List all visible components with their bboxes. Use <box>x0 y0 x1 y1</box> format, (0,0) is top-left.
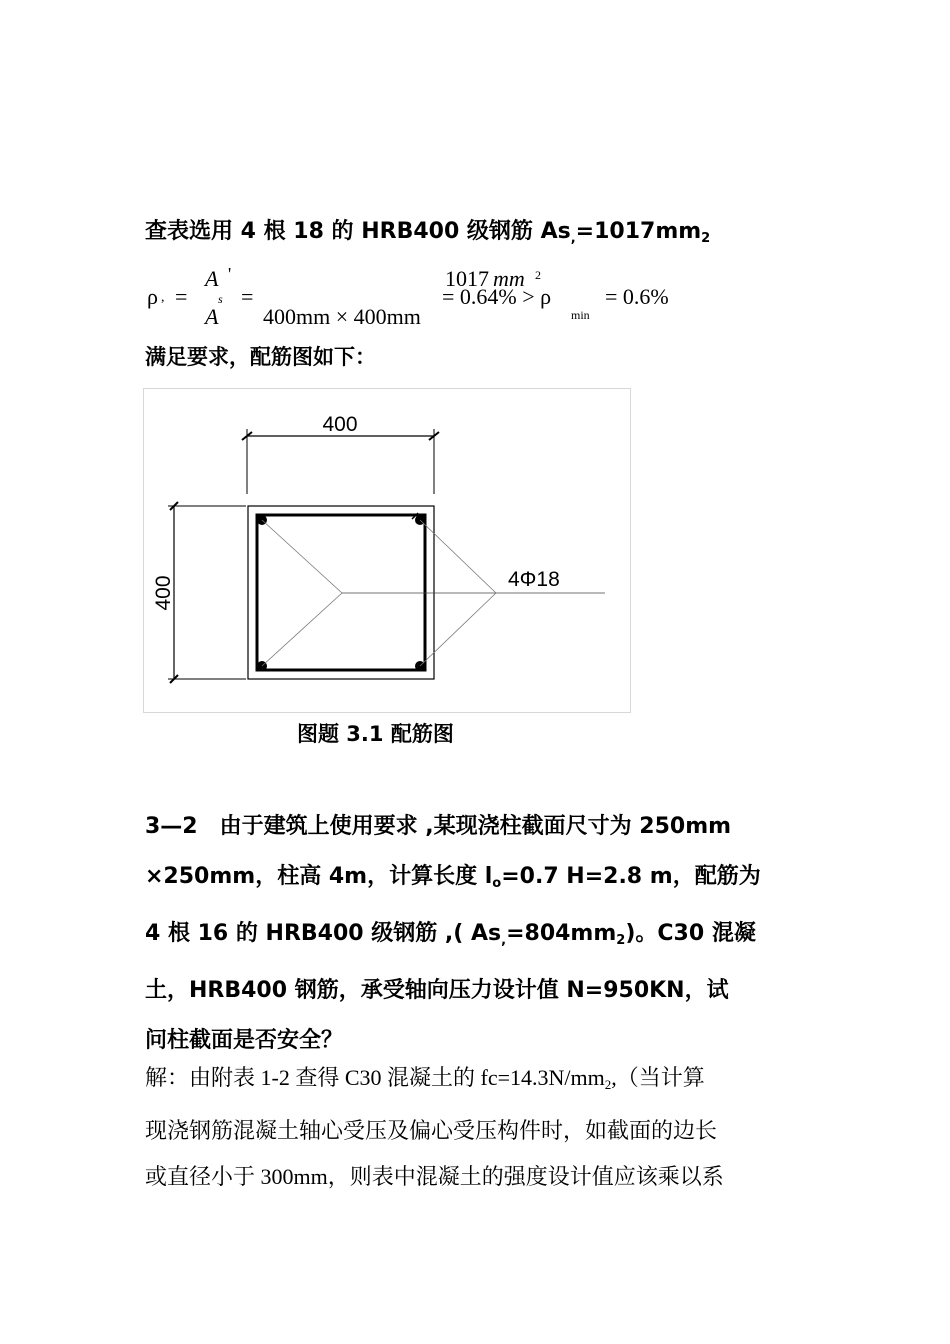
solution-text <box>145 1055 810 1200</box>
section-drawing <box>144 389 630 712</box>
solution-line-1a: 解：由附表 1-2 查得 C30 混凝土的 fc=14.3N/mm <box>145 1065 605 1090</box>
solution-exponent: 2 <box>604 1077 612 1092</box>
solution-line-3: 或直径小于 300mm，则表中混凝土的强度设计值应该乘以系 <box>145 1164 724 1189</box>
numerator-A: A <box>205 266 219 291</box>
area-value: =1017mm <box>575 219 702 244</box>
requirement-met-text: 满足要求，配筋图如下： <box>145 345 376 369</box>
subscript-comma: , <box>501 933 507 948</box>
rho-symbol: ρ <box>147 284 158 309</box>
reinforcement-ratio-formula <box>145 262 705 332</box>
rho-subscript: , <box>161 290 165 305</box>
leader-top-right <box>420 520 496 593</box>
leader-bottom-left <box>262 593 342 666</box>
rebar-selection-line <box>145 214 710 246</box>
numerator-unit: mm <box>493 266 525 291</box>
figure-caption: 图题 3.1 配筋图 <box>297 722 454 746</box>
exponent: 2 <box>701 231 711 246</box>
problem-line-2a: ×250mm，柱高 4m，计算长度 l <box>145 864 493 889</box>
rebar-selection-text: 查表选用 4 根 18 的 HRB400 级钢筋 As <box>145 219 571 244</box>
problem-line-3b: =804mm <box>506 921 617 946</box>
numerator-s: s <box>218 292 223 306</box>
denominator-value: 400mm × 400mm <box>263 304 421 329</box>
solution-line-1 <box>145 1055 810 1108</box>
problem-line-2 <box>145 852 810 909</box>
rho-min-subscript: min <box>571 308 590 322</box>
problem-line-3 <box>145 909 810 966</box>
leader-top-left <box>262 520 342 593</box>
top-dimension-label: 400 <box>322 413 358 436</box>
solution-line-2: 现浇钢筋混凝土轴心受压及偏心受压构件时，如截面的边长 <box>145 1118 718 1143</box>
problem-line-3a: 4 根 16 的 HRB400 级钢筋 ,( As <box>145 921 502 946</box>
subscript-o: o <box>492 876 502 891</box>
problem-line-1: 3—2 由于建筑上使用要求 ,某现浇柱截面尺寸为 250mm <box>145 814 732 839</box>
numerator-exponent: 2 <box>535 268 541 282</box>
left-dimension-label: 400 <box>152 575 175 611</box>
problem-statement <box>145 802 810 1066</box>
numerator-value: 1017 <box>445 266 489 291</box>
reinforcement-diagram <box>143 388 631 713</box>
numerator-prime: ' <box>228 264 232 284</box>
solution-line-1b: ,（当计算 <box>611 1065 705 1090</box>
equals-sign-2: = <box>241 284 254 309</box>
denominator-A: A <box>205 304 219 329</box>
comparison: = 0.64% > ρ <box>442 284 552 309</box>
problem-line-2b: =0.7 H=2.8 m，配筋为 <box>501 864 761 889</box>
min-ratio: = 0.6% <box>605 284 669 309</box>
rebar-count-label: 4Φ18 <box>508 568 560 591</box>
problem-line-5: 问柱截面是否安全？ <box>145 1028 344 1053</box>
leader-bottom-right <box>420 593 496 666</box>
equals-sign: = <box>175 284 188 309</box>
exponent-2: 2 <box>616 933 626 948</box>
subscript: , <box>570 231 576 246</box>
problem-line-4: 土，HRB400 钢筋，承受轴向压力设计值 N=950KN，试 <box>145 978 729 1003</box>
problem-line-3c: )。C30 混凝 <box>625 921 756 946</box>
